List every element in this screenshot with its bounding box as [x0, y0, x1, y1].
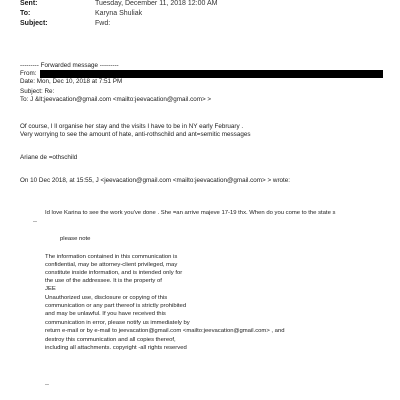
to-label: To:	[20, 10, 31, 17]
disclaimer-line: communication in error, please notify us immediately by	[45, 320, 190, 326]
quote-header: On 10 Dec 2018, at 15:55, J <jeevacation@gmail.com <mailto:jeevacation@gmail.com> > wrote:	[20, 177, 291, 184]
forward-subject: Subject: Re:	[20, 88, 55, 95]
disclaimer-line: Unauthorized use, disclosure or copying of this	[45, 295, 168, 301]
subject-label: Subject:	[20, 20, 48, 27]
disclaimer-line: return e-mail or by e-mail to jeevacation@gmail.com <mailto:jeevacation@gmail.com> , and	[45, 328, 285, 334]
disclaimer-line: communication or any part thereof is strictly prohibited	[45, 303, 187, 309]
quote-dash: --	[33, 219, 37, 225]
quoted-text: Id love Karina to see the work you've done . She =an arrive majeve 17-19 thx. When do you come to the state s	[45, 210, 336, 216]
forward-separator: --------- Forwarded message ---------	[20, 62, 119, 69]
disclaimer-line: the use of the addressee. It is the property of	[45, 278, 162, 284]
to-value: Karyna Shuliak	[95, 10, 143, 17]
forward-date: Date: Mon, Dec 10, 2018 at 7:51 PM	[20, 78, 123, 85]
closing-dash: --	[45, 382, 49, 388]
reply-line-2: Very worrying to see the amount of hate, anti-rothschild and ant=semitic messages	[20, 131, 251, 138]
disclaimer-line: confidential, may be attorney-client privileged, may	[45, 262, 178, 268]
reply-line-1: Of course, I ll organise her stay and the visits I have to be in NY early February .	[20, 123, 244, 130]
disclaimer-line: JEE	[45, 286, 56, 292]
sent-value: Tuesday, December 11, 2018 12:00 AM	[95, 0, 218, 7]
signature: Ariane de =othschild	[20, 154, 78, 161]
please-note: please note	[60, 236, 91, 242]
forward-to: To: J &lt;jeevacation@gmail.com <mailto:jeevacation@gmail.com> >	[20, 96, 212, 103]
disclaimer-line: The information contained in this communication is	[45, 254, 178, 260]
disclaimer-line: including all attachments. copyright -all rights reserved	[45, 345, 187, 351]
disclaimer-line: destroy this communication and all copies thereof,	[45, 337, 176, 343]
disclaimer-line: constitute inside information, and is intended only for	[45, 270, 183, 276]
sent-label: Sent:	[20, 0, 38, 7]
forward-from-label: From:	[20, 70, 37, 77]
subject-value: Fwd:	[95, 20, 111, 27]
redaction-bar	[40, 70, 383, 78]
disclaimer-line: and may be unlawful. If you have received this	[45, 311, 166, 317]
